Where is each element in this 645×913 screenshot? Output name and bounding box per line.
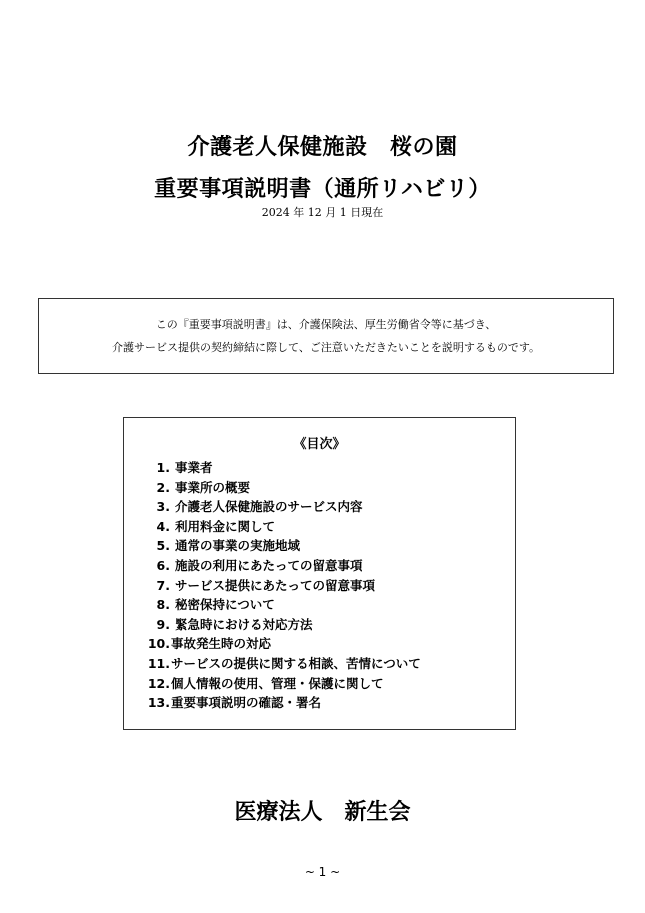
toc-item	[146, 497, 421, 517]
toc-item-label: サービスの提供に関する相談、苦情について	[171, 655, 421, 671]
toc-item-number: 3.	[156, 499, 170, 515]
page-number: ~ 1 ~	[304, 865, 341, 879]
toc-item-label: 施設の利用にあたっての留意事項	[175, 557, 363, 573]
toc-item-number: 9.	[156, 616, 170, 632]
toc-item-number: 8.	[156, 597, 170, 613]
toc-item	[146, 634, 421, 654]
toc-item-label: 個人情報の使用、管理・保護に関して	[171, 675, 384, 691]
toc-item-number: 1.	[156, 460, 170, 475]
notice-box	[38, 298, 614, 374]
toc-item	[146, 478, 421, 498]
toc-item	[146, 556, 421, 576]
organization-name: 医療法人 新生会	[234, 800, 411, 825]
toc-item-number: 11.	[147, 655, 170, 671]
toc-item-number: 6.	[156, 557, 170, 573]
toc-item-label: 緊急時における対応方法	[175, 616, 313, 632]
toc-item-label: 事業者	[175, 460, 213, 475]
notice-line-1: この『重要事項説明書』は、介護保険法、厚生労働省令等に基づき、	[155, 318, 497, 331]
toc-heading: 《目次》	[293, 437, 346, 452]
as-of-date: 2024 年 12 月 1 日現在	[261, 206, 384, 219]
toc-item	[146, 674, 421, 694]
toc-item	[146, 517, 421, 537]
toc-item-label: 介護老人保健施設のサービス内容	[175, 499, 363, 515]
toc-item	[146, 615, 421, 635]
toc-item	[146, 458, 421, 478]
toc-item	[146, 536, 421, 556]
toc-item-label: 秘密保持について	[175, 597, 275, 613]
toc-item-number: 2.	[156, 479, 170, 495]
toc-item-label: 重要事項説明の確認・署名	[171, 695, 322, 711]
table-of-contents	[123, 417, 516, 730]
toc-item-number: 12.	[147, 675, 170, 691]
toc-item-number: 7.	[156, 577, 170, 593]
document-subtitle: 重要事項説明書（通所リハビリ）	[154, 177, 491, 202]
document-title: 介護老人保健施設 桜の園	[187, 135, 458, 160]
toc-item-label: 利用料金に関して	[175, 518, 276, 534]
toc-item-label: 事故発生時の対応	[171, 636, 272, 652]
toc-item	[146, 654, 421, 674]
toc-item-number: 4.	[156, 518, 170, 534]
toc-item-label: 通常の事業の実施地域	[175, 538, 301, 554]
notice-line-2: 介護サービス提供の契約締結に際して、ご注意いただきたいことを説明するものです。	[112, 341, 540, 354]
toc-item-number: 13.	[147, 695, 170, 711]
toc-item-label: 事業所の概要	[175, 479, 251, 495]
toc-item	[146, 595, 421, 615]
toc-item-number: 5.	[156, 538, 170, 554]
toc-item	[146, 576, 421, 596]
toc-list	[146, 458, 421, 713]
toc-item	[146, 693, 421, 713]
toc-item-number: 10.	[147, 636, 170, 652]
toc-item-label: サービス提供にあたっての留意事項	[175, 577, 376, 593]
